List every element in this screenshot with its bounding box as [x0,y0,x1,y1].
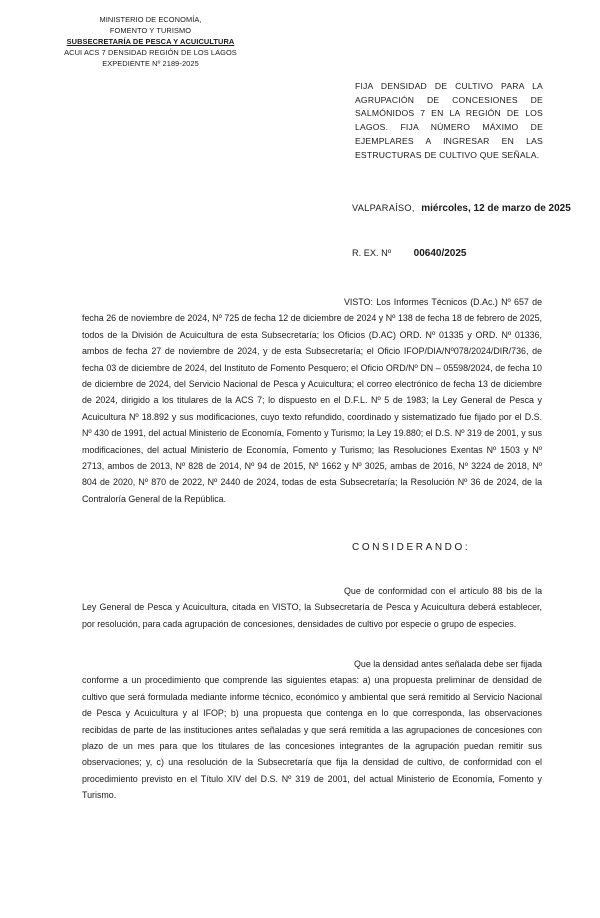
consideration-lead: Que la densidad antes señalada debe ser [354,659,519,669]
resolution-label: R. EX. Nº [352,248,392,258]
consideration-body: de la Ley General de Pesca y Acuicultura, citada en VISTO, la Subsecretaría de Pesca y Acuicultura deberá establecer, por resolución, para cada agrupación de concesiones, densidades de cultivo por especie o grupo de especies. [82,586,542,629]
place: VALPARAÍSO, [352,203,415,213]
resolution-number-line [352,248,467,259]
considerando-heading: CONSIDERANDO: [352,542,471,553]
consideration-lead: Que de conformidad con el artículo 88 bis [344,586,518,596]
consideration-2 [82,656,542,804]
visto-paragraph [82,294,542,507]
file-number: EXPEDIENTE Nº 2189-2025 [102,59,199,68]
institution-header [48,14,253,69]
file-reference: ACUI ACS 7 DENSIDAD REGIÓN DE LOS LAGOS [64,48,237,57]
visto-body: de fecha 26 de noviembre de 2024, Nº 725 de fecha 12 de diciembre de 2024 y Nº 138 de fecha 18 de febrero de 2025, todos de la División de Acuicultura de esta Subsecretaría; los Oficios (D.AC) ORD. Nº 01335 y ORD. Nº 01336, ambos de fecha 27 de noviembre de 2024, y de esta Subsecretaría; el Oficio IFOP/DIA/Nº078/2024/DIR/736, de fecha 03 de diciembre de 2024, del Instituto de Fomento Pesquero; el Oficio ORD/Nº DN – 05598/2024, de fecha 10 de diciembre de 2024, del Servicio Nacional de Pesca y Acuicultura; el correo electrónico de fecha 13 de diciembre de 2024, dirigido a los titulares de la ACS 7; lo dispuesto en el D.F.L. Nº 5 de 1983; la Ley General de Pesca y Acuicultura Nº 18.892 y sus modificaciones, cuyo texto refundido, coordinado y sistematizado fue fijado por el D.S. Nº 430 de 1991, del actual Ministerio de Economía, Fomento y Turismo; la Ley 19.880; el D.S. Nº 319 de 2001, y sus modificaciones, del actual Ministerio de Economía, Fomento y Turismo; las Resoluciones Exentas Nº 1503 y Nº 2713, ambos de 2013, Nº 828 de 2014, Nº 94 de 2015, Nº 1662 y Nº 3025, ambas de 2016, Nº 3224 de 2018, Nº 804 de 2020, Nº 870 de 2022, Nº 2440 de 2024, todas de esta Subsecretaría; la Resolución Nº 36 de 2024, de la Contraloría General de la República. [82,297,543,504]
consideration-body: fijada conforme a un procedimiento que comprende las siguientes etapas: a) una propuesta preliminar de densidad de cultivo que será formulada mediante informe técnico, económico y ambiental que será remitido al Servicio Nacional de Pesca y Acuicultura y al IFOP; b) una propuesta que contenga en lo que corresponda, las observaciones recibidas de parte de las instituciones antes señaladas y que será remitida a las agrupaciones de concesiones con plazo de un mes para que los titulares de las concesiones integrantes de la agrupación puedan remitir sus observaciones; y, c) una resolución de la Subsecretaría que fija la densidad de cultivo, de conformidad con el procedimiento previsto en el Título XIV del D.S. Nº 319 de 2001, del actual Ministerio de Economía, Fomento y Turismo. [82,659,542,801]
date: miércoles, 12 de marzo de 2025 [421,203,571,214]
dateline [352,203,571,214]
department-name: SUBSECRETARÍA DE PESCA Y ACUICULTURA [66,37,235,46]
ministry-name-cont: FOMENTO Y TURISMO [109,26,192,35]
consideration-1 [82,583,542,632]
resolution-number: 00640/2025 [413,248,467,259]
ministry-name: MINISTERIO DE ECONOMÍA, [99,15,202,24]
resolution-subject: FIJA DENSIDAD DE CULTIVO PARA LA AGRUPACIÓN DE CONCESIONES DE SALMÓNIDOS 7 EN LA REGIÓN DE LOS LAGOS. FIJA NÚMERO MÁXIMO DE EJEMPLARES A INGRESAR EN LAS ESTRUCTURAS DE CULTIVO QUE SEÑALA. [355,81,543,160]
visto-lead: VISTO: Los Informes Técnicos (D.Ac.) Nº 657 [344,297,529,307]
